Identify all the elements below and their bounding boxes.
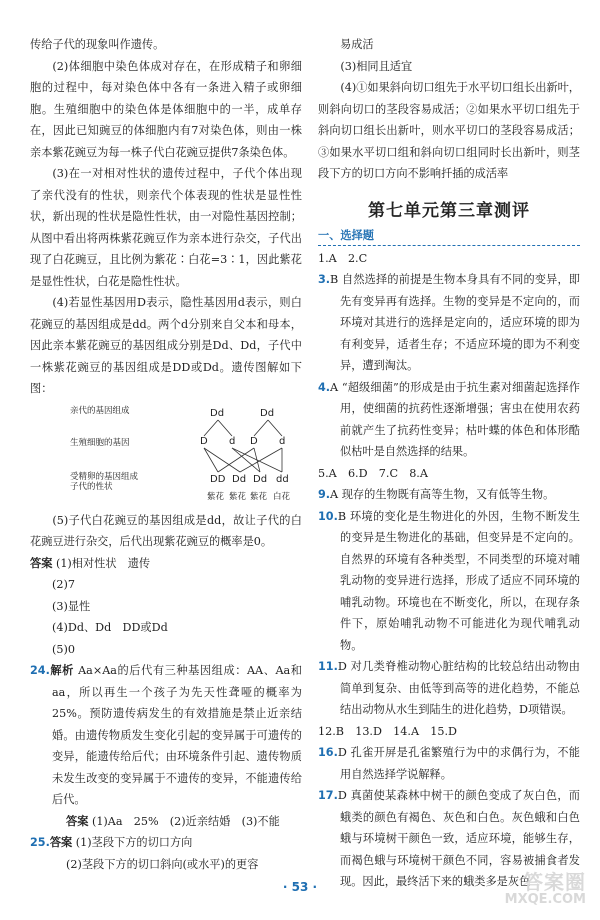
question-3-letter: B	[330, 273, 339, 286]
answer-2: (2)7	[52, 578, 75, 591]
question-16	[318, 742, 580, 785]
question-3-number: 3.	[318, 273, 331, 286]
zygote-1: DD	[210, 473, 226, 485]
question-9-number: 9.	[318, 488, 331, 501]
answer-5: (5)0	[52, 642, 75, 656]
answer-4: (4)Dd、Dd DD或Dd	[52, 621, 168, 634]
explanation-3: (3)在一对相对性状的遗传过程中，子代个体出现了亲代没有的性状，则亲代个体表现的性状是显性性状，新出现的性状是隐性性状，由一对隐性基因控制；从图中看出将两株紫花豌豆作为亲本进行杂交，子代出现了白花豌豆，且比例为紫花∶白花=3∶1，因此紫花是显性性状，白花是隐性性状。	[30, 167, 302, 288]
watermark-url: MXQE.COM	[504, 892, 586, 907]
gamete-2: d	[229, 435, 236, 447]
trait-3: 紫花	[250, 491, 268, 502]
answers-5-8: 5.A 6.D 7.C 8.A	[318, 466, 428, 480]
right-answer-3: (3)相同且适宜	[340, 59, 413, 73]
chapter-title: 第七单元第三章测评	[368, 200, 530, 221]
question-10-text: 环境的变化是生物进化的外因，生物不断发生的变异是生物进化的基础，但变异是不定向的。自然界的环境有各种类型，不同类型的环境对哺乳动物的变异进行选择，形成了适应不同环境的哺乳动物。环境也在不断变化，所以，在现存条件下，原始哺乳动物不可能进化为现代哺乳动物。	[340, 509, 580, 652]
right-column	[318, 34, 580, 893]
question-9-letter: A	[330, 488, 339, 501]
parent-2: Dd	[260, 407, 275, 419]
question-10-number: 10.	[318, 509, 338, 523]
gamete-4: d	[279, 435, 286, 447]
row-label-gametes: 生殖细胞的基因	[70, 437, 130, 448]
question-4-number: 4.	[318, 380, 331, 394]
question-3-text: 自然选择的前提是生物本身具有不同的变异，即先有变异再有选择。生物的变异是不定向的，而环境对其进行的选择是定向的，适应环境的即为有利变异，适者生存；不适应环境的即为不利变异，遭到淘汰。	[340, 273, 580, 372]
question-11-number: 11.	[318, 660, 338, 673]
section-heading: 一、选择题	[318, 227, 580, 246]
question-25-answer-1: (1)茎段下方的切口方向	[75, 836, 193, 849]
answers-12-15: 12.B 13.D 14.A 15.D	[318, 724, 457, 738]
trait-4: 白花	[273, 491, 291, 502]
answer-3: (3)显性	[52, 599, 91, 613]
answer-1: (1)相对性状 遗传	[55, 556, 151, 570]
genetic-diagram	[70, 402, 300, 508]
question-17-number: 17.	[318, 789, 338, 802]
row-label-zygotes: 受精卵的基因组成	[70, 471, 139, 482]
question-4-text: “超级细菌”的形成是由于抗生素对细菌起选择作用，使细菌的抗药性逐渐增强；害虫在使用农药前就产生了抗药性变异；枯叶蝶的体色和体形酷似枯叶是自然选择的结果。	[340, 380, 580, 458]
question-4-letter: A	[330, 380, 339, 394]
answers-1-2: 1.A 2.C	[318, 251, 368, 265]
watermark-logo: 答案圈	[523, 870, 586, 894]
question-9-text: 现存的生物既有高等生物，又有低等生物。	[341, 488, 555, 501]
question-3	[318, 269, 580, 377]
explanation-5: (5)子代白花豌豆的基因组成是dd，故让子代的白花豌豆进行杂交，后代出现紫花豌豆的概率是0。	[30, 513, 302, 548]
zygote-2: Dd	[232, 473, 247, 485]
question-17-text: 真菌使某森林中树干的颜色变成了灰白色，而蛾类的颜色有褐色、灰色和白色。灰色蛾和白色蛾与环境树干颜色一致，适应环境，能够生存，而褐色蛾与环境树干颜色不同，容易被捕食者发现。因此，最终活下来的蛾类多是灰色	[340, 789, 580, 888]
gamete-3: D	[250, 435, 258, 447]
question-24-answer	[30, 811, 302, 833]
question-24-label: 解析	[49, 664, 74, 677]
question-24	[30, 660, 302, 811]
question-24-answer-text: (1)Aa 25% (2)近亲结婚 (3)不能	[91, 814, 280, 828]
zygote-3: Dd	[253, 473, 268, 485]
left-column	[30, 34, 302, 875]
question-11	[318, 656, 580, 721]
question-9	[318, 484, 580, 506]
question-4	[318, 377, 580, 463]
question-10	[318, 506, 580, 657]
row-label-traits: 子代的性状	[70, 481, 113, 492]
answer-line-1	[30, 553, 302, 575]
question-16-number: 16.	[318, 746, 338, 759]
page-number: · 53 ·	[282, 880, 318, 894]
parent-1: Dd	[210, 407, 225, 419]
gamete-1: D	[200, 435, 208, 447]
right-continuation: 易成活	[340, 38, 374, 51]
explanation-2: (2)体细胞中染色体成对存在，在形成精子和卵细胞的过程中，每对染色体中各有一条进入精子或卵细胞。生殖细胞中的染色体是体细胞中的一半，成单存在，因此已知豌豆的体细胞内有7对染色体，则由一株亲本紫花豌豆为每一株子代白花豌豆提供7条染色体。	[30, 59, 302, 159]
question-16-letter: D	[337, 746, 347, 759]
question-25-answer-2: (2)茎段下方的切口斜向(或水平)的更容	[66, 857, 259, 871]
question-17-letter: D	[337, 789, 347, 802]
question-24-answer-label: 答案	[66, 814, 89, 828]
right-answer-4: (4)①如果斜向切口组先于水平切口组长出新叶，则斜向切口的茎段容易成活；②如果水平切口组先于斜向切口组长出新叶，则水平切口的茎段容易成活；③如果水平切口组和斜向切口组同时长出新叶，则茎段下方的切口方向不影响扦插的成活率	[318, 81, 580, 180]
answer-label: 答案	[30, 556, 53, 570]
question-24-number: 24.	[30, 664, 50, 677]
trait-1: 紫花	[207, 491, 225, 502]
row-label-parents: 亲代的基因组成	[70, 405, 130, 416]
question-11-letter: D	[337, 660, 347, 673]
left-intro: 传给子代的现象叫作遗传。	[30, 38, 165, 51]
zygote-4: dd	[276, 473, 289, 485]
question-25-number: 25.	[30, 836, 50, 849]
question-10-letter: B	[337, 509, 347, 523]
question-25	[30, 832, 302, 854]
question-16-text: 孔雀开屏是孔雀繁殖行为中的求偶行为，不能用自然选择学说解释。	[340, 746, 580, 781]
question-24-text: Aa×Aa的后代有三种基因组成：AA、Aa和aa，所以再生一个孩子为先天性聋哑的概率为25%。预防遗传病发生的有效措施是禁止近亲结婚。由遗传物质发生变化引起的变异属于可遗传的变异，能遗传给后代；由环境条件引起、遗传物质未发生改变的变异属于不遗传的变异，不能遗传给后代。	[52, 664, 302, 806]
explanation-4: (4)若显性基因用D表示，隐性基因用d表示，则白花豌豆的基因组成是dd。两个d分别来自父本和母本，因此亲本紫花豌豆的基因组成分别是Dd、Dd，子代中一株紫花豌豆的基因组成是DD或Dd。遗传图解如下图：	[30, 296, 302, 395]
question-25-label: 答案	[49, 836, 73, 849]
trait-2: 紫花	[229, 491, 247, 502]
question-11-text: 对几类脊椎动物心脏结构的比较总结出动物由简单到复杂、由低等到高等的进化趋势，不能总结出动物从水生到陆生的进化趋势，D项错误。	[340, 660, 580, 716]
